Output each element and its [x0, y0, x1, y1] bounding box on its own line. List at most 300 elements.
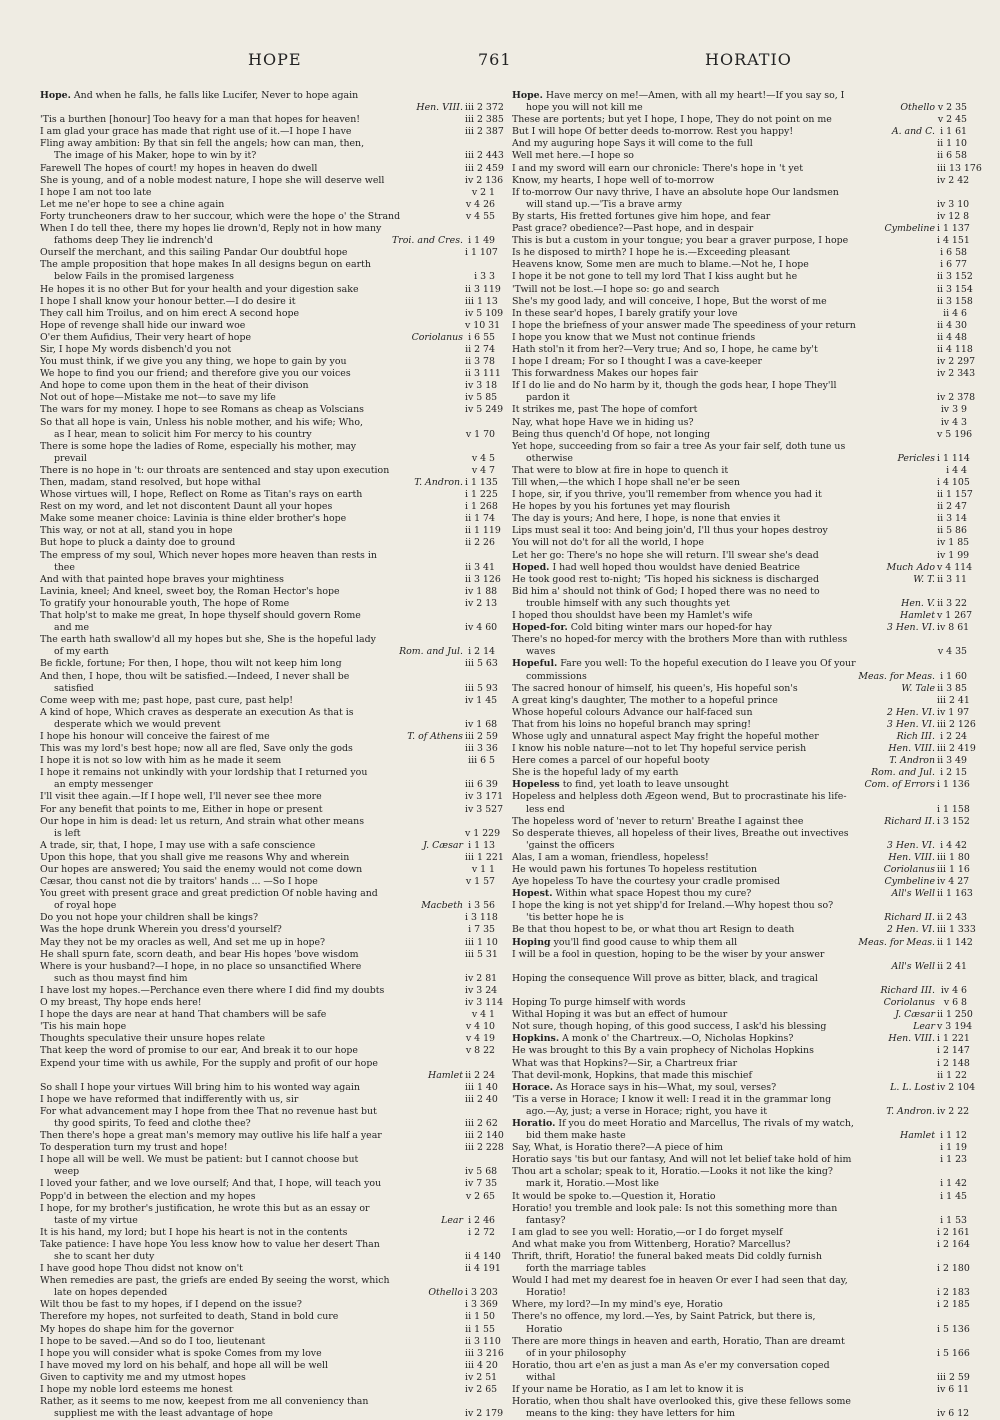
- quotation-text: Then, madam, stand resolved, but hope withal: [40, 477, 261, 488]
- quotation-text: hope you will not kill me: [526, 102, 643, 114]
- quotation: [526, 1263, 883, 1275]
- quotation-text: Would I had met my dearest foe in heaven Or ever I had seen that day,: [512, 1275, 848, 1287]
- act-scene-line-reference: v 1 1: [471, 864, 495, 875]
- quotation-text: That were to blow at fire in hope to quench it: [512, 464, 729, 476]
- quotation-text: That from his loins no hopeful branch may spring!: [512, 718, 752, 730]
- concordance-line: [40, 900, 495, 912]
- concordance-line: [40, 779, 498, 791]
- act-scene-line-reference: iii 3 216: [465, 1347, 504, 1359]
- quotation: [512, 1070, 883, 1082]
- act-scene-line-reference: ii 2 41: [937, 960, 967, 972]
- quotation: [40, 114, 411, 126]
- quotation: [512, 816, 883, 828]
- concordance-line: [40, 984, 498, 997]
- quotation: [526, 598, 883, 610]
- quotation: [40, 755, 411, 767]
- quotation: [512, 719, 883, 731]
- act-scene-line-reference: i 1 13: [468, 839, 495, 851]
- quotation: [512, 477, 883, 489]
- quotation-text: This forwardness Makes our hopes fair: [512, 368, 698, 380]
- concordance-line: [512, 1130, 967, 1142]
- quotation: [512, 574, 883, 586]
- act-scene-line-reference: i 1 12: [940, 1130, 967, 1142]
- quotation: [512, 707, 883, 719]
- concordance-line: [40, 453, 495, 465]
- concordance-line: [512, 223, 970, 235]
- act-scene-line-reference: iv 4 3: [940, 416, 967, 428]
- quotation-text: Say, What, is Horatio there?—A piece of him: [512, 1142, 723, 1154]
- quotation-text: I hope his honour will conceive the fairest of me: [40, 730, 270, 742]
- act-scene-line-reference: iii 1 40: [465, 1081, 498, 1093]
- quotation-text: I have lost my hopes.—Perchance even there where I did find my doubts: [40, 984, 385, 996]
- quotation: [526, 1287, 883, 1299]
- quotation-text: Then there's hope a great man's memory may outlive his life half a year: [40, 1130, 382, 1142]
- act-scene-line-reference: v 2 35: [937, 102, 967, 114]
- quotation: [512, 356, 883, 368]
- quotation: [526, 1324, 883, 1336]
- play-abbreviation: W. Tale: [901, 682, 935, 694]
- act-scene-line-reference: v 5 196: [937, 428, 973, 440]
- quotation: [40, 924, 411, 936]
- quotation: [512, 284, 883, 296]
- quotation-text: If your name be Horatio, as I am let to know it is: [512, 1384, 744, 1396]
- quotation-text: Make some meaner choice: Lavinia is thine elder brother's hope: [40, 513, 347, 525]
- act-scene-line-reference: iii 2 59: [465, 730, 498, 742]
- concordance-line: [40, 1203, 495, 1215]
- act-scene-line-reference: iii 2 62: [465, 1117, 498, 1129]
- quotation: [40, 985, 411, 997]
- act-scene-line-reference: iv 2 13: [465, 597, 498, 609]
- quotation: [512, 1142, 883, 1154]
- quotation: [512, 900, 883, 912]
- quotation-text: We hope to find you our friend; and therefore give you our voices: [40, 368, 351, 380]
- act-scene-line-reference: i 1 158: [937, 803, 970, 815]
- quotation-text: I had well hoped thou wouldst have denied Beatrice: [552, 561, 800, 573]
- act-scene-line-reference: i 4 4: [946, 464, 967, 476]
- quotation: [40, 1336, 411, 1348]
- act-scene-line-reference: iv 2 51: [465, 1371, 498, 1383]
- concordance-line: [40, 610, 495, 622]
- play-abbreviation: T. Andron.: [886, 1105, 935, 1117]
- play-abbreviation: Coriolanus: [883, 864, 935, 875]
- quotation-text: A trade, sir, that, I hope, I may use with a safe conscience: [40, 839, 316, 851]
- headword: Hopeful.: [512, 658, 558, 670]
- act-scene-line-reference: ii 3 110: [465, 1335, 501, 1347]
- play-abbreviation: Hamlet: [900, 1130, 935, 1142]
- quotation: [526, 804, 883, 816]
- act-scene-line-reference: i 1 135: [465, 477, 498, 488]
- quotation-text: So shall I hope your virtues Will bring him to his wonted way again: [40, 1081, 360, 1093]
- quotation-text: Till when,—the which I hope shall ne'er be seen: [512, 477, 740, 488]
- play-abbreviation: Hamlet: [900, 610, 935, 622]
- concordance-line: [512, 1045, 970, 1057]
- quotation-text: As Horace says in his—What, my soul, verses?: [556, 1081, 777, 1093]
- quotation: [512, 924, 883, 936]
- concordance-line: [512, 513, 967, 525]
- concordance-line: [512, 1081, 976, 1094]
- play-abbreviation: All's Well: [891, 960, 935, 972]
- concordance-line: [40, 718, 498, 731]
- quotation: [40, 852, 411, 864]
- quotation-text: And with that painted hope braves your mightiness: [40, 573, 284, 585]
- act-scene-line-reference: ii 5 86: [937, 525, 967, 537]
- quotation-text: You will not do't for all the world, I hope: [512, 537, 704, 549]
- quotation-text: And then, I hope, thou wilt be satisfied.—Indeed, I never shall be: [40, 670, 350, 682]
- quotation: [512, 1191, 883, 1203]
- quotation: [512, 755, 883, 767]
- quotation-text: When I do tell thee, there my hopes lie drown'd, Reply not in how many: [40, 223, 382, 235]
- act-scene-line-reference: ii 4 191: [465, 1263, 501, 1275]
- play-abbreviation: A. and C.: [891, 126, 935, 138]
- quotation-text: Horatio: [526, 1323, 563, 1335]
- act-scene-line-reference: ii 4 30: [937, 319, 967, 331]
- quotation: [40, 537, 411, 549]
- quotation-text: For any benefit that points to me, Either in hope or present: [40, 803, 323, 815]
- quotation: [512, 150, 883, 162]
- concordance-line: [512, 1287, 970, 1299]
- concordance-line: [40, 1154, 495, 1166]
- concordance-line: [40, 1070, 495, 1082]
- quotation-text: To gratify your honourable youth, The hope of Rome: [40, 597, 290, 609]
- act-scene-line-reference: ii 6 58: [937, 150, 967, 162]
- concordance-line: [512, 187, 967, 199]
- quotation-text: I hope it remains not unkindly with your lordship that I returned you: [40, 767, 368, 779]
- quotation: [512, 1082, 883, 1094]
- concordance-line: [40, 924, 495, 936]
- act-scene-line-reference: iv 2 104: [937, 1081, 976, 1093]
- quotation: [54, 235, 411, 247]
- act-scene-line-reference: i 6 55: [468, 331, 495, 343]
- quotation: [526, 1130, 883, 1142]
- play-abbreviation: Rom. and Jul.: [399, 646, 463, 658]
- quotation-text: The earth hath swallow'd all my hopes but she, She is the hopeful lady: [40, 634, 376, 646]
- quotation-text: Here comes a parcel of our hopeful booty: [512, 755, 710, 767]
- concordance-line: [512, 815, 970, 828]
- quotation: [512, 1203, 883, 1215]
- quotation: [40, 731, 411, 743]
- quotation-text: and me: [54, 622, 90, 634]
- concordance-line: [40, 404, 504, 416]
- quotation: [40, 1191, 411, 1203]
- quotation-text: late on hopes depended: [54, 1287, 168, 1299]
- quotation-text: Whose virtues will, I hope, Reflect on Rome as Titan's rays on earth: [40, 489, 363, 501]
- quotation: [526, 1372, 883, 1384]
- play-abbreviation: Richard II.: [884, 912, 935, 924]
- concordance-line: [40, 671, 495, 683]
- quotation-text: I have good hope Thou didst not know on't: [40, 1263, 243, 1275]
- concordance-line: [40, 90, 495, 102]
- play-abbreviation: T. of Athens: [407, 730, 463, 742]
- page-header: [0, 50, 1000, 74]
- play-abbreviation: 3 Hen. VI.: [886, 839, 935, 851]
- quotation-text: You greet with present grace and great prediction Of noble having and: [40, 888, 378, 900]
- act-scene-line-reference: ii 3 11: [937, 573, 967, 585]
- act-scene-line-reference: iv 4 27: [937, 876, 970, 888]
- quotation: [40, 223, 411, 235]
- quotation: [512, 1299, 883, 1311]
- act-scene-line-reference: iv 3 171: [465, 791, 504, 803]
- act-scene-line-reference: iv 2 343: [937, 368, 976, 380]
- concordance-line: [512, 308, 967, 320]
- act-scene-line-reference: ii 3 119: [465, 283, 501, 295]
- quotation: [512, 1360, 883, 1372]
- concordance-line: [40, 356, 495, 368]
- quotation-text: I'll visit thee again.—If I hope well, I'll never see thee more: [40, 791, 322, 803]
- act-scene-line-reference: i 1 225: [465, 489, 498, 501]
- concordance-line: [40, 755, 495, 767]
- quotation-text: Hopeless and helpless doth Ægeon wend, But to procrastinate his life-: [512, 791, 847, 803]
- quotation: [40, 477, 411, 489]
- concordance-line: [40, 682, 498, 695]
- act-scene-line-reference: iv 8 61: [937, 622, 970, 634]
- concordance-line: [512, 1166, 967, 1178]
- act-scene-line-reference: v 4 55: [465, 210, 495, 222]
- concordance-line: [40, 730, 498, 743]
- concordance-line: [512, 295, 973, 308]
- act-scene-line-reference: iii 2 228: [465, 1142, 504, 1154]
- concordance-line: [40, 1384, 498, 1396]
- concordance-line: [512, 961, 967, 973]
- quotation-text: Popp'd in between the election and my hopes: [40, 1190, 256, 1202]
- act-scene-line-reference: ii 1 163: [937, 888, 973, 900]
- quotation: [40, 658, 411, 670]
- concordance-line: [40, 1142, 504, 1154]
- concordance-line: [40, 295, 498, 308]
- play-abbreviation: Macbeth: [421, 900, 463, 912]
- quotation: [526, 392, 883, 404]
- concordance-line: [512, 477, 970, 489]
- quotation: [512, 1336, 883, 1348]
- quotation-text: A monk o' the Chartreux.—O, Nicholas Hopkins?: [562, 1033, 794, 1045]
- quotation: [40, 417, 411, 429]
- quotation-text: The empress of my soul, Which never hopes more heaven than rests in: [40, 549, 377, 561]
- act-scene-line-reference: i 1 49: [468, 235, 495, 247]
- quotation: [40, 1033, 411, 1045]
- concordance-line: [512, 828, 967, 840]
- concordance-line: [40, 658, 498, 670]
- quotation-text: I hope it be not gone to tell my lord That I kiss aught but he: [512, 271, 798, 283]
- act-scene-line-reference: iv 3 10: [937, 198, 970, 210]
- concordance-line: [40, 876, 495, 888]
- quotation-text: Be fickle, fortune; For then, I hope, thou wilt not keep him long: [40, 658, 342, 670]
- quotation: [40, 356, 411, 368]
- quotation-text: Whose hopeful colours Advance our half-faced sun: [512, 706, 753, 718]
- quotation: [54, 562, 411, 574]
- play-abbreviation: Hen. V.: [901, 597, 935, 609]
- act-scene-line-reference: v 4 114: [937, 561, 973, 573]
- act-scene-line-reference: i 3 203: [465, 1287, 498, 1299]
- quotation-text: Hope of revenge shall hide our inward woe: [40, 319, 246, 331]
- quotation: [512, 247, 883, 259]
- quotation: [512, 1239, 883, 1251]
- quotation: [54, 973, 411, 985]
- quotation-text: Horatio says 'tis but our fantasy, And will not let belief take hold of him: [512, 1154, 852, 1166]
- concordance-line: [40, 827, 501, 840]
- quotation-text: Heavens know, Some men are much to blame.—Not he, I hope: [512, 259, 809, 271]
- quotation-text: The wars for my money. I hope to see Romans as cheap as Volscians: [40, 404, 364, 416]
- concordance-line: [512, 150, 967, 162]
- concordance-line: [40, 417, 495, 429]
- quotation: [40, 90, 411, 102]
- concordance-line: [40, 767, 495, 779]
- quotation-text: Hoping the consequence Will prove as bitter, black, and tragical: [512, 972, 818, 984]
- quotation: [40, 175, 411, 187]
- quotation: [512, 1094, 883, 1106]
- concordance-line: [512, 428, 973, 441]
- concordance-line: [40, 477, 498, 489]
- act-scene-line-reference: i 2 180: [937, 1263, 970, 1275]
- quotation-text: thee: [54, 561, 75, 573]
- quotation-text: 'Tis a verse in Horace; I know it well: I read it in the grammar long: [512, 1093, 832, 1105]
- quotation: [512, 1154, 883, 1166]
- concordance-line: [40, 1191, 495, 1203]
- quotation: [512, 973, 883, 985]
- quotation: [40, 1130, 411, 1142]
- quotation-text: she to scant her duty: [54, 1251, 155, 1262]
- quotation-text: The day is yours; And here, I hope, is none that envies it: [512, 513, 781, 525]
- quotation-text: less end: [526, 803, 565, 815]
- quotation: [40, 1021, 411, 1033]
- act-scene-line-reference: i 3 3: [474, 271, 495, 283]
- quotation: [512, 1227, 883, 1239]
- quotation-text: Our hope in him is dead: let us return, And strain what other means: [40, 815, 365, 827]
- quotation-text: My hopes do shape him for the governor: [40, 1323, 234, 1335]
- quotation-text: I hope to be saved.—And so do I too, lieutenant: [40, 1335, 266, 1347]
- play-abbreviation: 2 Hen. VI.: [886, 924, 935, 936]
- concordance-line: [512, 683, 967, 695]
- act-scene-line-reference: i 4 151: [937, 235, 970, 247]
- play-abbreviation: Cymbeline: [884, 876, 935, 888]
- quotation-text: Alas, I am a woman, friendless, hopeless!: [512, 851, 709, 863]
- quotation: [526, 1215, 883, 1227]
- act-scene-line-reference: iv 6 12: [937, 1408, 970, 1420]
- concordance-line: [40, 162, 504, 175]
- quotation: [512, 731, 883, 743]
- quotation: [526, 840, 883, 852]
- quotation-text: For what advancement may I hope from thee That no revenue hast but: [40, 1105, 377, 1117]
- concordance-line: [40, 1396, 495, 1408]
- quotation-text: Wilt thou be fast to my hopes, if I depend on the issue?: [40, 1299, 302, 1311]
- concordance-line: [512, 610, 973, 622]
- play-abbreviation: J. Cæsar: [423, 839, 463, 851]
- concordance-line: [512, 743, 976, 755]
- concordance-line: [40, 707, 495, 719]
- concordance-line: [40, 1371, 498, 1384]
- act-scene-line-reference: ii 3 111: [465, 368, 501, 380]
- concordance-line: [40, 1347, 504, 1360]
- act-scene-line-reference: i 1 19: [940, 1142, 967, 1154]
- quotation-text: Come weep with me; past hope, past cure, past help!: [40, 694, 293, 706]
- quotation: [40, 1396, 411, 1408]
- concordance-line: [512, 1070, 967, 1082]
- quotation-text: of in your philosophy: [526, 1347, 627, 1359]
- act-scene-line-reference: ii 4 140: [465, 1251, 501, 1262]
- quotation: [40, 284, 411, 296]
- quotation-text: Hoping To purge himself with words: [512, 997, 686, 1009]
- headword: Hopkins.: [512, 1033, 560, 1045]
- act-scene-line-reference: ii 3 85: [937, 682, 967, 694]
- quotation: [54, 622, 411, 634]
- act-scene-line-reference: iv 1 88: [465, 585, 498, 597]
- concordance-line: [40, 247, 498, 259]
- concordance-line: [512, 598, 967, 610]
- act-scene-line-reference: i 2 185: [937, 1299, 970, 1311]
- quotation: [40, 320, 411, 332]
- concordance-line: [40, 597, 498, 610]
- page-number: 761: [478, 50, 512, 69]
- concordance-line: [512, 1360, 967, 1372]
- quotation-text: To desperation turn my trust and hope!: [40, 1142, 228, 1154]
- concordance-line: [512, 1142, 967, 1154]
- quotation-text: I hope I am not too late: [40, 186, 152, 198]
- concordance-line: [40, 1178, 498, 1190]
- concordance-line: [40, 392, 498, 404]
- quotation: [54, 271, 411, 283]
- concordance-line: [40, 694, 498, 707]
- quotation: [512, 1384, 883, 1396]
- act-scene-line-reference: v 1 229: [465, 827, 501, 839]
- concordance-line: [512, 949, 967, 961]
- concordance-line: [512, 731, 967, 743]
- quotation-text: I hope the king is not yet shipp'd for Ireland.—Why hopest thou so?: [512, 900, 834, 912]
- concordance-line: [512, 210, 970, 223]
- quotation-text: weep: [54, 1166, 80, 1178]
- quotation-text: Being thus quench'd Of hope, not longing: [512, 428, 711, 440]
- concordance-line: [512, 392, 976, 404]
- act-scene-line-reference: ii 1 22: [937, 1069, 967, 1081]
- act-scene-line-reference: ii 1 74: [465, 513, 495, 525]
- quotation-text: withal: [526, 1371, 556, 1383]
- quotation: [54, 828, 411, 840]
- concordance-line: [40, 1106, 495, 1118]
- concordance-line: [512, 332, 967, 344]
- quotation: [512, 937, 883, 949]
- headword: Hopest.: [512, 888, 553, 900]
- quotation-text: Horatio, when thou shalt have overlooked this, give these fellows some: [512, 1396, 851, 1408]
- play-abbreviation: Coriolanus: [883, 997, 935, 1009]
- quotation: [512, 404, 883, 416]
- quotation-text: I have moved my lord on his behalf, and hope all will be well: [40, 1359, 329, 1371]
- act-scene-line-reference: iii 2 419: [937, 743, 976, 755]
- concordance-line: [512, 586, 967, 598]
- quotation-text: Thou art a scholar; speak to it, Horatio.—Looks it not like the king?: [512, 1166, 833, 1178]
- quotation-text: suppliest me with the least advantage of hope: [54, 1408, 273, 1420]
- concordance-line: [40, 1130, 504, 1142]
- concordance-line: [512, 247, 967, 259]
- concordance-line: [40, 1093, 498, 1106]
- act-scene-line-reference: iii 13 176: [937, 162, 982, 174]
- concordance-line: [512, 936, 973, 949]
- quotation-text: Bid him a' should not think of God; I hoped there was no need to: [512, 585, 820, 597]
- quotation-text: Cæsar, thou canst not die by traitors' hands ... —So I hope: [40, 876, 318, 888]
- concordance-line: [40, 1166, 498, 1178]
- quotation-text: Aye hopeless To have the courtesy your cradle promised: [512, 876, 781, 888]
- concordance-line: [40, 126, 504, 138]
- quotation-text: The sacred honour of himself, his queen's, His hopeful son's: [512, 682, 798, 694]
- headword: Hope.: [40, 90, 71, 101]
- act-scene-line-reference: iv 2 22: [937, 1105, 970, 1117]
- quotation: [512, 1045, 883, 1057]
- concordance-line: [512, 561, 973, 574]
- quotation: [526, 102, 883, 114]
- concordance-line: [512, 501, 967, 513]
- quotation: [40, 199, 411, 211]
- play-abbreviation: Coriolanus: [411, 331, 463, 343]
- quotation: [512, 259, 883, 271]
- quotation-text: desperate which we would prevent: [54, 718, 221, 730]
- act-scene-line-reference: iii 3 36: [465, 743, 498, 755]
- act-scene-line-reference: ii 3 22: [937, 597, 967, 609]
